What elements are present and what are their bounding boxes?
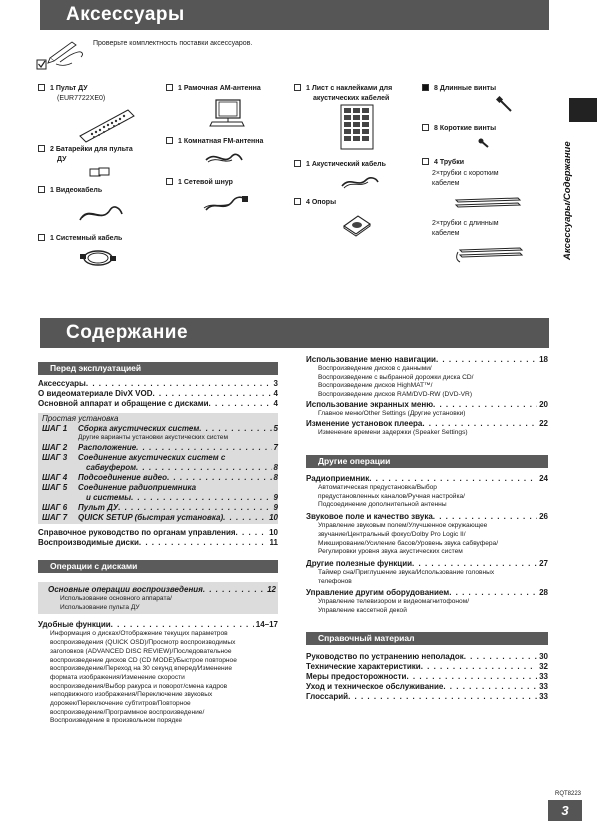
item-system-cable: 1 Системный кабель xyxy=(38,234,122,244)
toc-entry[interactable]: Использование экранных меню . . . 20 xyxy=(306,400,548,410)
item-long-screws: 8 Длинные винты xyxy=(422,84,496,94)
batteries-image xyxy=(88,166,112,180)
toc-note: телефонов xyxy=(318,577,352,585)
toc-entry[interactable]: Радиоприемник . . . 24 xyxy=(306,474,548,484)
toc-step[interactable]: ШАГ 3 Соединение акустических систем с xyxy=(42,452,226,462)
intro-text: Проверьте комплектность поставки аксессуаров. xyxy=(93,40,253,47)
toc-entry[interactable]: Руководство по устранению неполадок . . . 30 xyxy=(306,652,548,662)
item-batteries: 2 Батарейки для пульта ДУ xyxy=(38,145,133,165)
item-video-cable: 1 Видеокабель xyxy=(38,186,102,196)
toc-entry[interactable]: Звуковое поле и качество звука . . . 26 xyxy=(306,512,548,522)
toc-entry[interactable]: Основной аппарат и обращение с дисками . . . 4 xyxy=(38,399,278,409)
toc-step[interactable]: ШАГ 5 Соединение радиоприемника xyxy=(42,482,197,492)
checkbox[interactable] xyxy=(422,158,429,165)
checkbox[interactable] xyxy=(166,178,173,185)
toc-note: Воспроизведение дисков с данными/ xyxy=(318,365,432,372)
document-id: RQT8223 xyxy=(555,791,582,797)
power-cord-image xyxy=(202,190,250,216)
toc-note: Управление телевизором и видеомагнитофоном/ xyxy=(318,598,470,606)
toc-note: Регулировки уровня звука акустических систем xyxy=(318,548,463,556)
toc-note: Главное меню/Other Settings (Другие установки) xyxy=(318,409,466,417)
toc-entry[interactable]: Удобные функции . . . 14–17 xyxy=(38,620,278,630)
checkbox[interactable] xyxy=(166,84,173,91)
remote-control-image xyxy=(76,106,138,146)
toc-entry[interactable]: Меры предосторожности . . . 33 xyxy=(306,672,548,682)
toc-entry[interactable]: Справочное руководство по органам управления . . . 10 xyxy=(38,528,278,538)
toc-note: заголовков (ADVANCED DISC REVIEW)/Последовательное xyxy=(50,647,232,655)
toc-note: Воспроизведение дисков HighMAT™/ xyxy=(318,382,433,390)
item-power-cord: 1 Сетевой шнур xyxy=(166,178,233,188)
accessories-title: Аксессуары xyxy=(40,0,549,30)
side-tab-marker xyxy=(569,98,597,122)
item-stands: 4 Опоры xyxy=(294,198,336,208)
toc-note: неподвижного изображения/Переключение звуковых xyxy=(50,691,213,699)
item-pipes: 4 Трубки xyxy=(422,158,464,168)
toc-note: Управление кассетной декой xyxy=(318,607,407,615)
toc-note: Управление звуковым полем/Улучшенное окружающее xyxy=(318,522,488,530)
toc-note: Использование пульта ДУ xyxy=(60,603,140,611)
toc-right-reference xyxy=(306,652,548,702)
toc-entry[interactable]: О видеоматериале DivX VOD . . . 4 xyxy=(38,389,278,399)
checkbox[interactable] xyxy=(294,198,301,205)
short-screw-image xyxy=(478,138,492,150)
toc-note: формата изображения/Изменение скорости xyxy=(50,673,185,681)
toc-entry[interactable]: Технические характеристики . . . 32 xyxy=(306,662,548,672)
toc-note: Другие варианты установки акустических систем xyxy=(78,434,229,441)
item-short-screws: 8 Короткие винты xyxy=(422,124,496,134)
toc-note: Изменение времени задержки (Speaker Settings) xyxy=(318,428,468,436)
toc-note: Использование основного аппарата/ xyxy=(60,595,172,602)
toc-note: Воспроизведение с выбранной дорожки диска CD/ xyxy=(318,373,474,381)
toc-step[interactable]: ШАГ 6 Пульт ДУ . . . 9 xyxy=(38,503,278,513)
system-cable-image xyxy=(76,244,120,270)
toc-note: воспроизведение дисков CD (CD MODE)/Быстрое повторное xyxy=(50,656,237,664)
sticker-sheet-image xyxy=(340,104,374,150)
item-am-antenna: 1 Рамочная AM-антенна xyxy=(166,84,261,94)
section-reference: Справочный материал xyxy=(306,632,548,645)
page-number: 3 xyxy=(548,800,582,821)
toc-note: Микширование/Усиление басов/Уровень звука сабвуфера/ xyxy=(318,539,499,547)
toc-entry[interactable]: Другие полезные функции . . . 27 xyxy=(306,559,548,569)
toc-step[interactable]: ШАГ 7 QUICK SETUP (быстрая установка) . . . 10 xyxy=(38,513,278,523)
fm-antenna-image xyxy=(202,148,246,168)
checkbox[interactable] xyxy=(38,145,45,152)
toc-note: дорожек/Переключение субтитров/Повторное xyxy=(50,700,191,708)
toc-note: воспроизведение/Переход на 30 секунд вперед/Изменение xyxy=(50,665,233,673)
section-before-use: Перед эксплуатацией xyxy=(38,362,278,375)
toc-entry[interactable]: Основные операции воспроизведения . . . 12 xyxy=(48,585,276,595)
toc-entry[interactable]: Глоссарий . . . 33 xyxy=(306,692,548,702)
checkbox[interactable] xyxy=(294,160,301,167)
section-other-ops: Другие операции xyxy=(306,455,548,468)
am-antenna-image xyxy=(206,98,248,132)
toc-right-other xyxy=(306,474,548,616)
toc-step-cont[interactable]: и системы . . . 9 xyxy=(38,493,278,503)
contents-title: Содержание xyxy=(40,318,549,348)
simple-setup-box xyxy=(38,413,278,524)
toc-note: воспроизведения/Выбор ракурса и поворот/смена кадров xyxy=(50,682,228,690)
item-sticker-sheet: 1 Лист с наклейками для акустических кабелей xyxy=(294,84,392,104)
checkbox[interactable] xyxy=(422,124,429,131)
checkbox[interactable] xyxy=(166,137,173,144)
item-remote: 1 Пульт ДУ (EUR7722XE0) xyxy=(38,84,105,104)
toc-step[interactable]: ШАГ 2 Расположение . . . 7 xyxy=(38,443,278,453)
pipes-short-text: 2×трубки с коротким кабелем xyxy=(432,170,499,187)
pipes-long-text: 2×трубки с длинным кабелем xyxy=(432,220,499,237)
toc-step-cont[interactable]: сабвуфером . . . 8 xyxy=(38,463,278,473)
toc-step[interactable]: ШАГ 4 Подсоединение видео . . . 8 xyxy=(38,473,278,483)
checkbox[interactable] xyxy=(422,84,429,91)
long-screw-image xyxy=(496,96,516,116)
toc-left-disc-ops xyxy=(38,582,278,726)
toc-entry[interactable]: Аксессуары . . . 3 xyxy=(38,379,278,389)
video-cable-image xyxy=(76,200,126,226)
short-pipes-image xyxy=(452,192,524,216)
toc-note: предустановленных каналов/Ручная настройка/ xyxy=(318,492,466,500)
toc-right-top xyxy=(306,355,548,437)
speaker-cable-image xyxy=(338,172,382,192)
toc-step[interactable]: ШАГ 1 Сборка акустических систем . . . 5 xyxy=(38,424,278,434)
toc-entry[interactable]: Воспроизводимые диски . . . 11 xyxy=(38,538,278,548)
toc-note: Подсоединение дополнительной антенны xyxy=(318,501,447,509)
checkbox[interactable] xyxy=(38,234,45,241)
item-fm-antenna: 1 Комнатная FM-антенна xyxy=(166,137,263,147)
toc-note: Таймер сна/Приглушение звука/Использование головных xyxy=(318,568,495,576)
toc-note: воспроизведение/Программное воспроизведение/ xyxy=(50,708,205,716)
checkbox[interactable] xyxy=(38,84,45,91)
checklist-pen-icon xyxy=(36,36,88,72)
section-disc-ops: Операции с дисками xyxy=(38,560,278,573)
checkbox[interactable] xyxy=(294,84,301,91)
toc-note: воспроизведения (QUICK OSD)/Просмотр воспроизводимых xyxy=(50,639,236,647)
long-pipes-image xyxy=(456,242,528,266)
toc-entry[interactable]: Управление другим оборудованием . . . 28 xyxy=(306,588,548,598)
basic-ops-box xyxy=(38,582,278,614)
side-tab-label: Аксессуары/Содержание xyxy=(562,141,573,260)
stands-image xyxy=(340,210,374,238)
toc-note: Автоматическая предустановка/Выбор xyxy=(318,484,437,491)
toc-note: звучание/Центральный фокус/Dolby Pro Logic II/ xyxy=(318,530,466,538)
simple-setup-heading: Простая установка xyxy=(42,414,119,423)
toc-entry[interactable]: Уход и техническое обслуживание . . . 33 xyxy=(306,682,548,692)
item-speaker-cable: 1 Акустический кабель xyxy=(294,160,386,170)
toc-left-before-use xyxy=(38,379,278,548)
toc-note: Информация о дисках/Отображение текущих параметров xyxy=(50,630,228,638)
toc-entry[interactable]: Использование меню навигации . . . 18 xyxy=(306,355,548,365)
toc-note: Воспроизведение дисков RAM/DVD-RW (DVD-VR) xyxy=(318,391,473,399)
toc-note: Воспроизведение в произвольном порядке xyxy=(50,717,182,725)
toc-entry[interactable]: Изменение установок плеера . . . 22 xyxy=(306,419,548,429)
checkbox[interactable] xyxy=(38,186,45,193)
